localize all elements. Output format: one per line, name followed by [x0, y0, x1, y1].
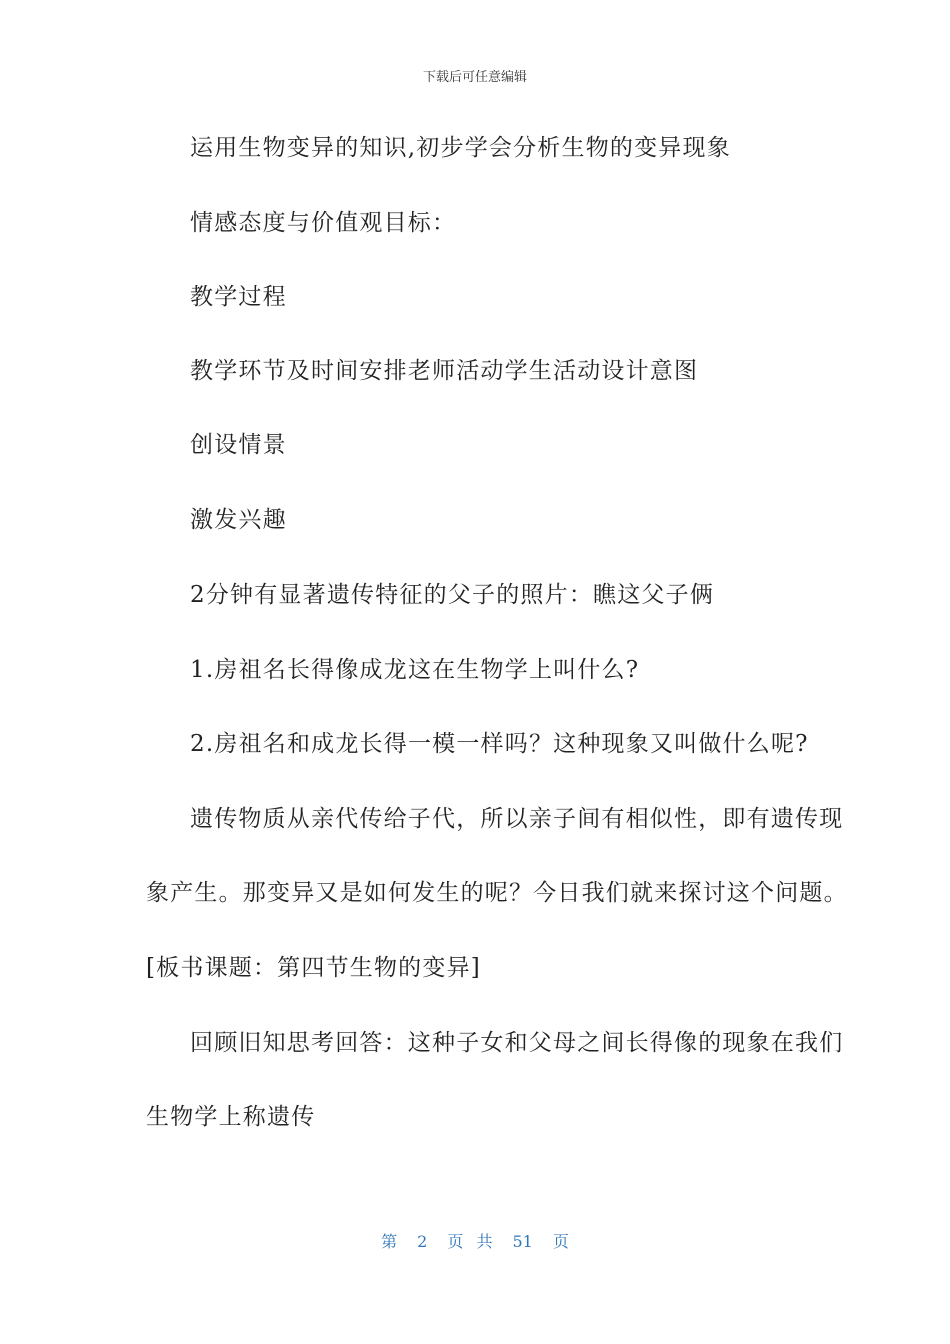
current-page-number: 2 — [417, 1232, 428, 1251]
page-header: 下载后可任意编辑 — [422, 70, 527, 85]
paragraph-1: 运用生物变异的知识,初步学会分析生物的变异现象 — [190, 135, 731, 161]
footer-middle: 页 共 — [447, 1232, 493, 1251]
paragraph-9: 2.房祖名和成龙长得一模一样吗？这种现象又叫做什么呢? — [190, 731, 809, 757]
paragraph-2: 情感态度与价值观目标： — [190, 210, 457, 236]
page-footer — [0, 1229, 950, 1252]
footer-suffix: 页 — [552, 1232, 569, 1251]
paragraph-11: 象产生。那变异又是如何发生的呢？今日我们就来探讨这个问题。 — [146, 880, 848, 906]
paragraph-5: 创设情景 — [190, 432, 287, 458]
total-page-count: 51 — [512, 1232, 533, 1251]
paragraph-4: 教学环节及时间安排老师活动学生活动设计意图 — [190, 358, 699, 384]
paragraph-12: [板书课题：第四节生物的变异] — [146, 955, 481, 981]
paragraph-3: 教学过程 — [190, 284, 287, 310]
paragraph-7: 2分钟有显著遗传特征的父子的照片：瞧这父子俩 — [190, 582, 715, 608]
paragraph-10: 遗传物质从亲代传给子代，所以亲子间有相似性，即有遗传现 — [190, 806, 844, 832]
paragraph-14: 生物学上称遗传 — [146, 1104, 316, 1130]
footer-prefix: 第 — [381, 1232, 398, 1251]
paragraph-13: 回顾旧知思考回答：这种子女和父母之间长得像的现象在我们 — [190, 1030, 844, 1056]
paragraph-8: 1.房祖名长得像成龙这在生物学上叫什么? — [190, 657, 640, 683]
paragraph-6: 激发兴趣 — [190, 507, 287, 533]
